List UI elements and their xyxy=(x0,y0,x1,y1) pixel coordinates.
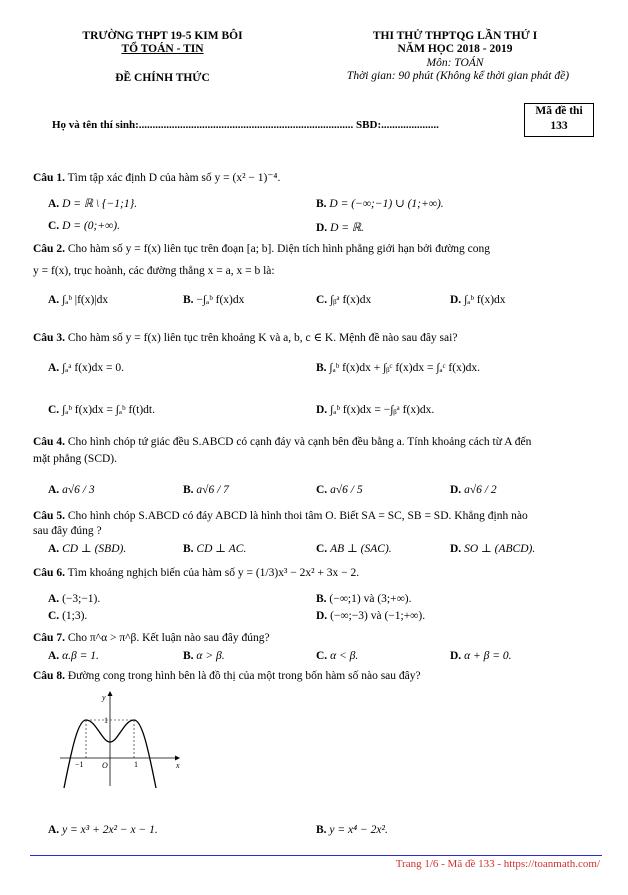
label-x: x xyxy=(176,761,180,770)
label-pos-one: 1 xyxy=(134,760,138,769)
department-text: TỔ TOÁN - TIN xyxy=(121,43,204,55)
q2-option-b: B. −∫ₐᵇ f(x)dx xyxy=(183,294,245,306)
q1-option-c: C. D = (0;+∞). xyxy=(48,220,120,232)
exam-title: THI THỬ THPTQG LẦN THỨ I xyxy=(372,30,538,42)
question-4: Câu 4. Cho hình chóp tứ giác đều S.ABCD có cạnh đáy và cạnh bên đều bằng a. Tính khoảng cách từ A đến xyxy=(33,436,532,448)
question-label: Câu 1. xyxy=(33,172,65,184)
q2-option-d: D. ∫ₐᵇ f(x)dx xyxy=(450,294,506,306)
q3-option-c: C. ∫ₐᵇ f(x)dx = ∫ₐᵇ f(t)dt. xyxy=(48,404,156,416)
footer-divider xyxy=(30,855,602,856)
question-text: Tìm tập xác định D của hàm số y = (x² − 1)⁻⁴. xyxy=(67,172,281,184)
q5-option-a: A. CD ⊥ (SBD). xyxy=(48,543,127,555)
label-one: 1 xyxy=(104,716,108,725)
q2-option-c: C. ∫ᵦᵃ f(x)dx xyxy=(316,294,372,306)
q8-option-a: A. y = x³ + 2x² − x − 1. xyxy=(48,824,158,836)
question-4-line2: mặt phẳng (SCD). xyxy=(33,453,118,465)
label-origin: O xyxy=(102,761,108,770)
q5-option-b: B. CD ⊥ AC. xyxy=(183,543,247,555)
q6-option-c: C. (1;3). xyxy=(48,610,88,622)
department xyxy=(55,43,270,55)
q8-option-b: B. y = x⁴ − 2x². xyxy=(316,824,388,836)
q4-option-a: A. a√6 / 3 xyxy=(48,484,95,496)
school-name: TRƯỜNG THPT 19-5 KIM BÔI xyxy=(82,30,243,42)
question-2: Câu 2. Cho hàm số y = f(x) liên tục trên đoạn [a; b]. Diện tích hình phẳng giới hạn bởi đường cong xyxy=(33,243,491,255)
school-year: NĂM HỌC 2018 - 2019 xyxy=(397,43,513,55)
q6-option-a: A. (−3;−1). xyxy=(48,593,101,605)
exam-code-value: 133 xyxy=(550,120,568,132)
y-axis-arrow xyxy=(108,691,113,696)
q7-option-c: C. α < β. xyxy=(316,650,359,662)
question-8: Câu 8. Đường cong trong hình bên là đồ thị của một trong bốn hàm số nào sau đây? xyxy=(33,670,421,682)
exam-code-label: Mã đề thi xyxy=(535,105,583,117)
question-1 xyxy=(33,170,280,184)
q6-option-d: D. (−∞;−3) và (−1;+∞). xyxy=(316,610,426,622)
q5-option-d: D. SO ⊥ (ABCD). xyxy=(450,543,536,555)
label-y: y xyxy=(102,693,106,702)
q7-option-d: D. α + β = 0. xyxy=(450,650,512,662)
q4-option-c: C. a√6 / 5 xyxy=(316,484,363,496)
label-neg-one: −1 xyxy=(75,760,84,769)
question-6: Câu 6. Tìm khoảng nghịch biến của hàm số y = (1/3)x³ − 2x² + 3x − 2. xyxy=(33,567,360,579)
q1-option-b: B. D = (−∞;−1) ∪ (1;+∞). xyxy=(316,198,444,210)
question-3: Câu 3. Cho hàm số y = f(x) liên tục trên khoảng K và a, b, c ∈ K. Mệnh đề nào sau đây sai? xyxy=(33,332,458,344)
q3-option-b: B. ∫ₐᵇ f(x)dx + ∫ᵦᶜ f(x)dx = ∫ₐᶜ f(x)dx. xyxy=(316,362,481,374)
q1-option-d: D. D = ℝ. xyxy=(316,222,364,234)
page-footer: Trang 1/6 - Mã đề 133 - https://toanmath.com/ xyxy=(395,858,600,870)
q3-option-d: D. ∫ₐᵇ f(x)dx = −∫ᵦᵃ f(x)dx. xyxy=(316,404,435,416)
q6-option-b: B. (−∞;1) và (3;+∞). xyxy=(316,593,412,605)
question-5: Câu 5. Cho hình chóp S.ABCD có đáy ABCD là hình thoi tâm O. Biết SA = SC, SB = SD. Khẳng định nào xyxy=(33,510,528,522)
q5-option-c: C. AB ⊥ (SAC). xyxy=(316,543,392,555)
official-label: ĐỀ CHÍNH THỨC xyxy=(115,72,210,84)
q3-option-a: A. ∫ₐᵃ f(x)dx = 0. xyxy=(48,362,124,374)
function-graph xyxy=(50,688,190,788)
subject: Môn: TOÁN xyxy=(426,57,484,69)
q7-option-b: B. α > β. xyxy=(183,650,225,662)
question-7: Câu 7. Cho π^α > π^β. Kết luận nào sau đây đúng? xyxy=(33,632,270,644)
q2-option-a: A. ∫ₐᵇ |f(x)|dx xyxy=(48,294,109,306)
q4-option-b: B. a√6 / 7 xyxy=(183,484,229,496)
q1-option-a: A. D = ℝ \ {−1;1}. xyxy=(48,198,138,210)
exam-code-box xyxy=(524,103,594,137)
name-sbd-line: Họ và tên thí sinh:.............................................................................. SBD:..................... xyxy=(52,119,439,131)
q4-option-d: D. a√6 / 2 xyxy=(450,484,497,496)
x-axis-arrow xyxy=(175,756,180,761)
q7-option-a: A. α.β = 1. xyxy=(48,650,99,662)
question-2-line2: y = f(x), trục hoành, các đường thẳng x = a, x = b là: xyxy=(33,265,275,277)
exam-time: Thời gian: 90 phút (Không kể thời gian phát đề) xyxy=(346,70,570,82)
question-5-line2: sau đây đúng ? xyxy=(33,525,102,537)
